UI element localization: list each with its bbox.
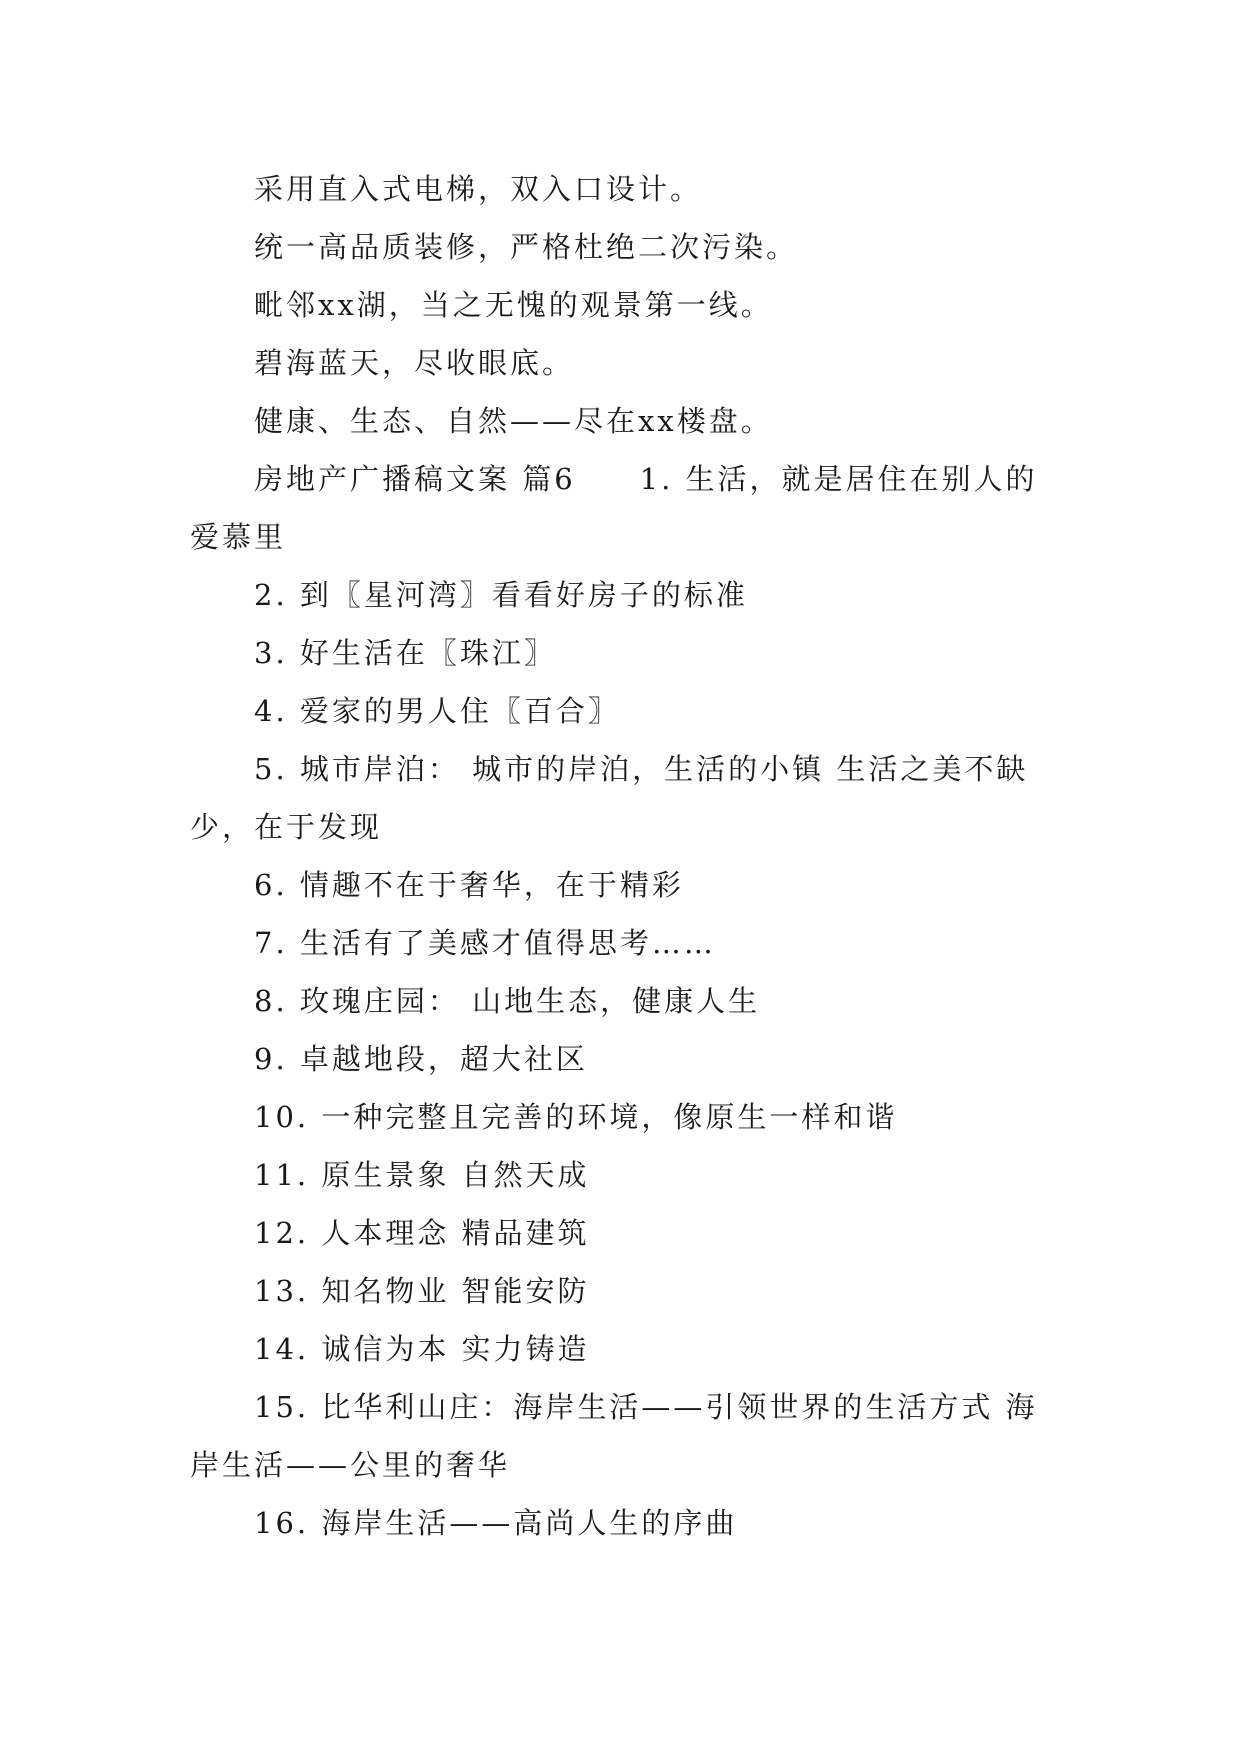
- list-item: 6. 情趣不在于奢华，在于精彩: [254, 868, 684, 902]
- section-heading-paragraph: 房地产广播稿文案 篇6 1. 生活，就是居住在别人的爱慕里: [190, 462, 1038, 554]
- list-item: 9. 卓越地段，超大社区: [254, 1042, 588, 1076]
- list-item: 3. 好生活在〖珠江〗: [254, 636, 556, 670]
- document-body: [190, 160, 1050, 1552]
- list-item: 13. 知名物业 智能安防: [254, 1274, 590, 1308]
- paragraph: 统一高品质装修，严格杜绝二次污染。: [254, 230, 799, 264]
- list-item: 2. 到〖星河湾〗看看好房子的标准: [254, 578, 748, 612]
- list-item: 7. 生活有了美感才值得思考……: [254, 926, 716, 960]
- list-item: 10. 一种完整且完善的环境，像原生一样和谐: [254, 1100, 898, 1134]
- list-item: 11. 原生景象 自然天成: [254, 1158, 590, 1192]
- list-item: 12. 人本理念 精品建筑: [254, 1216, 590, 1250]
- list-item: 16. 海岸生活——高尚人生的序曲: [254, 1506, 738, 1540]
- paragraph: 采用直入式电梯，双入口设计。: [254, 172, 703, 206]
- paragraph: 毗邻xx湖，当之无愧的观景第一线。: [254, 288, 773, 322]
- list-item: 4. 爱家的男人住〖百合〗: [254, 694, 620, 728]
- list-item: 5. 城市岸泊： 城市的岸泊，生活的小镇 生活之美不缺少，在于发现: [190, 752, 1029, 844]
- paragraph: 健康、生态、自然——尽在xx楼盘。: [254, 404, 773, 438]
- paragraph: 碧海蓝天，尽收眼底。: [254, 346, 575, 380]
- list-item: 8. 玫瑰庄园： 山地生态，健康人生: [254, 984, 761, 1018]
- list-item: 14. 诚信为本 实力铸造: [254, 1332, 590, 1366]
- list-item: 15. 比华利山庄：海岸生活——引领世界的生活方式 海岸生活——公里的奢华: [190, 1390, 1038, 1482]
